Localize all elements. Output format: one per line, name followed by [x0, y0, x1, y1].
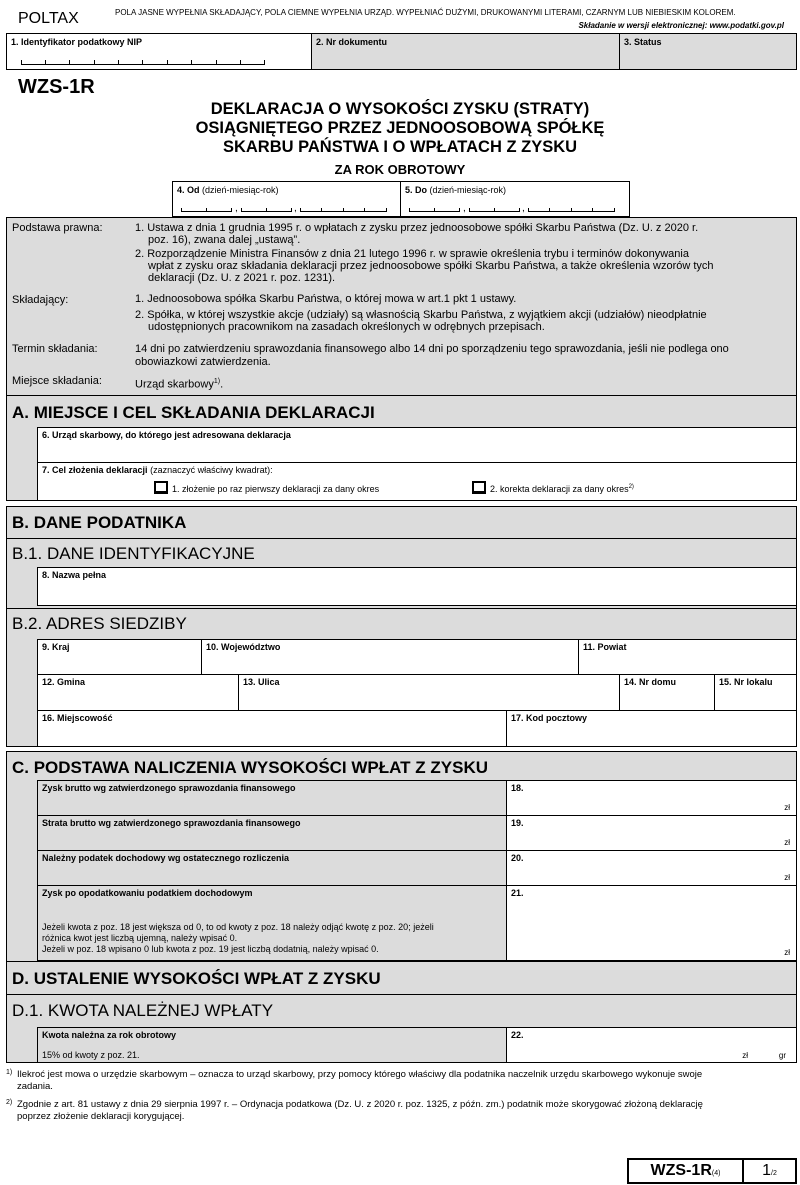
income-tax-label-cell [37, 850, 507, 886]
gross-profit-field[interactable] [506, 780, 797, 816]
title-line-3: SKARBU PAŃSTWA I O WPŁATACH Z ZYSKU [222, 138, 578, 156]
field-21-unit: zł [784, 948, 790, 957]
net-profit-note-a: Jeżeli kwota z poz. 18 jest większa od 0, to od kwoty z poz. 18 należy odjąć kwotę z poz. 20; jeżeli [42, 922, 434, 932]
footer-page-number [742, 1158, 797, 1184]
purpose-label: 7. Cel złożenia deklaracji [42, 465, 148, 475]
gross-profit-label-cell [37, 780, 507, 816]
gross-loss-field[interactable] [506, 815, 797, 851]
street-label: 13. Ulica [243, 677, 280, 687]
house-number-field[interactable] [619, 674, 715, 711]
footnote-2b: poprzez złożenie deklaracji korygującej. [17, 1111, 185, 1122]
city-label: 16. Miejscowość [42, 713, 113, 723]
title-line-1: DEKLARACJA O WYSOKOŚCI ZYSKU (STRATY) [210, 100, 590, 118]
nip-label: 1. Identyfikator podatkowy NIP [11, 37, 143, 47]
footnote-1-mark: 1) [6, 1069, 13, 1076]
place-text: Urząd skarbowy [135, 378, 214, 391]
amount-due-field[interactable] [506, 1027, 797, 1063]
full-name-field[interactable] [37, 567, 797, 606]
field-22-gr: gr [778, 1051, 786, 1060]
deadline-b: obowiazkowi zatwierdzenia. [135, 356, 271, 368]
income-tax-field[interactable] [506, 850, 797, 886]
option-correction-label: 2. korekta deklaracji za dany okres [490, 484, 629, 494]
to-num: 5. Do [405, 185, 428, 195]
section-a-title: A. MIEJSCE I CEL SKŁADANIA DEKLARACJI [12, 403, 375, 422]
basis-1b: poz. 16), zwana dalej „ustawą”. [148, 234, 301, 246]
nip-field[interactable] [6, 33, 312, 70]
checkbox-correction[interactable] [472, 481, 486, 494]
net-profit-note-b: różnica kwot jest liczbą ujemną, należy wpisać 0. [42, 933, 238, 943]
section-b1-title: B.1. DANE IDENTYFIKACYJNE [12, 544, 255, 563]
from-num: 4. Od [177, 185, 200, 195]
field-18-unit: zł [784, 803, 790, 812]
basis-2a: 2. Rozporządzenie Ministra Finansów z dnia 21 lutego 1996 r. w sprawie określenia trybu i terminów dokonywania [135, 248, 689, 260]
net-profit-field[interactable] [506, 885, 797, 961]
option-first-filing[interactable] [154, 481, 379, 494]
to-date-comb: , , [409, 207, 614, 212]
county-field[interactable] [578, 639, 797, 675]
basis-label: Podstawa prawna: [12, 222, 103, 234]
section-b-title: B. DANE PODATNIKA [12, 513, 187, 532]
place-footnote-ref: 1) [213, 378, 221, 385]
amount-due-label-cell [37, 1027, 507, 1063]
form-title [130, 100, 670, 157]
option-first-filing-label: 1. złożenie po raz pierwszy deklaracji za dany okres [172, 484, 380, 494]
brand: POLTAX [18, 10, 79, 27]
basis-2c: deklaracji (Dz. U. z 2021 r. poz. 1231). [148, 272, 336, 284]
field-20-unit: zł [784, 873, 790, 882]
checkbox-first-filing[interactable] [154, 481, 168, 494]
filer-2a: 2. Spółka, w której wszystkie akcje (udziały) są własnością Skarbu Państwa, z wyjątkiem akcji (udziałów) nieodpłatnie [135, 309, 707, 321]
voivodeship-field[interactable] [201, 639, 579, 675]
house-number-label: 14. Nr domu [624, 677, 677, 687]
full-name-label: 8. Nazwa pełna [42, 570, 107, 580]
footer-page: 1 [762, 1162, 772, 1179]
amount-due-label: Kwota należna za rok obrotowy [42, 1030, 177, 1040]
net-profit-note [42, 922, 434, 955]
footer-form-code [627, 1158, 744, 1184]
field-19-num: 19. [511, 818, 524, 828]
purpose-field [37, 462, 797, 501]
tax-office-label: 6. Urząd skarbowy, do którego jest adresowana deklaracja [42, 430, 291, 440]
footnote-1 [6, 1069, 776, 1093]
purpose-hint: (zaznaczyć właściwy kwadrat): [150, 465, 273, 475]
form-code: WZS-1R [18, 76, 95, 98]
apartment-number-field[interactable] [714, 674, 797, 711]
commune-field[interactable] [37, 674, 239, 711]
gross-profit-label: Zysk brutto wg zatwierdzonego sprawozdania finansowego [42, 783, 296, 793]
field-21-num: 21. [511, 888, 524, 898]
county-label: 11. Powiat [583, 642, 627, 652]
apartment-number-label: 15. Nr lokalu [719, 677, 773, 687]
net-profit-note-c: Jeżeli w poz. 18 wpisano 0 lub kwota z poz. 19 jest liczbą dodatnią, należy wpisać 0. [42, 944, 379, 954]
field-22-zl: zł [742, 1051, 748, 1060]
filer-label: Składający: [12, 294, 69, 306]
basis-2b: wpłat z zysku oraz składania deklaracji przez jednoosobowe spółki Skarbu Państwa, a także określenia wzorów tych [148, 260, 714, 272]
income-tax-label: Należny podatek dochodowy wg ostatecznego rozliczenia [42, 853, 290, 863]
correction-footnote-ref: 2) [628, 484, 634, 490]
net-profit-label-cell [37, 885, 507, 961]
place-value: Urząd skarbowy$^{1)}$. [135, 378, 224, 391]
from-date-comb: , , [181, 207, 386, 212]
city-field[interactable] [37, 710, 507, 747]
amount-due-sub: 15% od kwoty z poz. 21. [42, 1050, 140, 1060]
field-19-unit: zł [784, 838, 790, 847]
gross-loss-label: Strata brutto wg zatwierdzonego sprawozdania finansowego [42, 818, 301, 828]
footer-code: WZS-1R [650, 1162, 712, 1179]
basis-1a: 1. Ustawa z dnia 1 grudnia 1995 r. o wpłatach z zysku przez jednoosobowe spółki Skarbu Państwa (Dz. U. z 2020 r. [135, 222, 699, 234]
section-c-title: C. PODSTAWA NALICZENIA WYSOKOŚCI WPŁAT Z ZYSKU [12, 758, 488, 777]
status-label: 3. Status [624, 37, 662, 47]
commune-label: 12. Gmina [42, 677, 86, 687]
from-hint: (dzień-miesiąc-rok) [202, 185, 279, 195]
legal-info-block [6, 217, 797, 396]
footnote-2 [6, 1099, 776, 1123]
nip-comb [21, 60, 265, 65]
period-to-field[interactable] [400, 181, 630, 217]
deadline-label: Termin składania: [12, 343, 98, 355]
postal-code-label: 17. Kod pocztowy [511, 713, 588, 723]
place-label: Miejsce składania: [12, 375, 102, 387]
gross-loss-label-cell [37, 815, 507, 851]
field-18-num: 18. [511, 783, 524, 793]
footnote-1b: zadania. [17, 1081, 53, 1092]
period-from-field[interactable] [172, 181, 401, 217]
voivodeship-label: 10. Województwo [206, 642, 281, 652]
footnote-1a: Ilekroć jest mowa o urzędzie skarbowym – oznacza to urząd skarbowy, przy pomocy którego właściwy dla podatnika naczelnik urzędu skarbowego wykonuje swoje [17, 1069, 703, 1080]
footnote-2a: Zgodnie z art. 81 ustawy z dnia 29 sierpnia 1997 r. – Ordynacja podatkowa (Dz. U. z 2020 r. poz. 1325, z późn. zm.) podatnik może skorygować złożoną deklarację [17, 1099, 703, 1110]
status-field [619, 33, 797, 70]
net-profit-label: Zysk po opodatkowaniu podatkiem dochodowym [42, 888, 253, 898]
footnote-2-mark: 2) [6, 1099, 13, 1106]
street-field[interactable] [238, 674, 620, 711]
fill-instruction: POLA JASNE WYPEŁNIA SKŁADAJĄCY, POLA CIEMNE WYPEŁNIA URZĄD. WYPEŁNIAĆ DUŻYMI, DRUKOWANYMI LITERAMI, CZARNYM LUB NIEBIESKIM KOLOREM. [115, 8, 736, 17]
filer-2b: udostępnionych pracownikom na zasadach określonych w odrębnych przepisach. [148, 321, 545, 333]
footer-total: /2 [771, 1170, 777, 1177]
deadline-a: 14 dni po zatwierdzeniu sprawozdania finansowego albo 14 dni po sporządzeniu tego sprawozdania, jeśli nie podlega ono [135, 343, 729, 355]
to-hint: (dzień-miesiąc-rok) [429, 185, 507, 195]
doc-no-label: 2. Nr dokumentu [316, 37, 388, 47]
document-number-field [311, 33, 620, 70]
electronic-filing-note: Składanie w wersji elektronicznej: www.podatki.gov.pl [578, 21, 784, 30]
filer-1: 1. Jednoosobowa spółka Skarbu Państwa, o której mowa w art.1 pkt 1 ustawy. [135, 293, 517, 305]
option-correction[interactable] [472, 481, 634, 494]
section-d-title: D. USTALENIE WYSOKOŚCI WPŁAT Z ZYSKU [12, 969, 381, 988]
title-year: ZA ROK OBROTOWY [334, 162, 466, 177]
footer-version: (4) [711, 1170, 721, 1177]
country-label: 9. Kraj [42, 642, 70, 652]
postal-code-field[interactable] [506, 710, 797, 747]
title-line-2: OSIĄGNIĘTEGO PRZEZ JEDNOOSOBOWĄ SPÓŁKĘ [195, 119, 605, 137]
tax-office-field[interactable] [37, 427, 797, 463]
field-20-num: 20. [511, 853, 524, 863]
section-d1-title: D.1. KWOTA NALEŻNEJ WPŁATY [12, 1001, 274, 1020]
country-field[interactable] [37, 639, 202, 675]
field-22-num: 22. [511, 1030, 524, 1040]
section-b2-title: B.2. ADRES SIEDZIBY [12, 614, 187, 633]
